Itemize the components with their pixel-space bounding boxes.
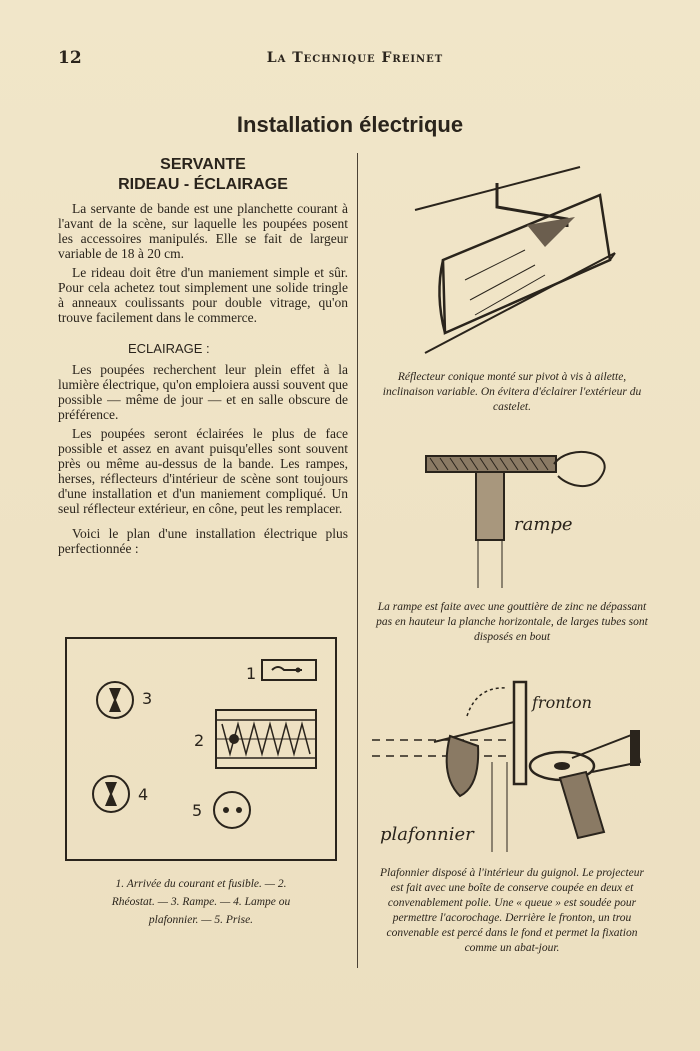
ramp-caption: La rampe est faite avec une gouttière de zinc ne dépassant pas en hauteur la planche horizontale, de larges tubes sont disposés en bout [376, 601, 648, 643]
plafonnier-figure [372, 672, 652, 852]
fronton-label: fronton [532, 693, 592, 712]
left-column [58, 155, 348, 556]
paragraph-eclairage-1: Les poupées recherchent leur plein effet à la lumière électrique, qu'on emploiera aussi souvent que possible — même de jour — et en salle obscure de préférence. [58, 362, 348, 422]
ramp-label: rampe [514, 514, 573, 535]
plan-label-5: 5 [192, 801, 203, 820]
page-number: 12 [58, 48, 82, 68]
plan-legend [66, 875, 336, 929]
ramp-post [476, 472, 504, 540]
installation-plan-figure [62, 632, 342, 864]
plafonnier-label: plafonnier [380, 824, 474, 845]
paragraph-servante: La servante de bande est une planchette courant à l'avant de la scène, sur laquelle les poupées posent les accessoires manipulés. Elle se fait de largeur variable de 18 à 20 cm. [58, 201, 348, 261]
fronton-board [514, 682, 526, 784]
reflector-caption: Réflecteur conique monté sur pivot à vis à ailette, inclinaison variable. On évitera d'éclairer l'extérieur du castelet. [382, 371, 642, 413]
column-divider [357, 153, 358, 968]
plan-label-3: 3 [142, 689, 153, 708]
ramp-figure [420, 448, 630, 588]
running-title: La Technique Freinet [266, 50, 444, 66]
plan-legend-line-2: Rhéostat. — 3. Rampe. — 4. Lampe ou [111, 896, 291, 908]
subheading-eclairage: ECLAIRAGE : [128, 341, 210, 356]
paragraph-rideau: Le rideau doit être d'un maniement simple et sûr. Pour cela achetez tout simplement une solide tringle à anneaux coulissants pour double vitrage, qu'on trouve facilement dans le commerce. [58, 265, 348, 325]
reflector-figure [405, 165, 635, 360]
plan-label-4: 4 [138, 785, 149, 804]
section-heading-2: RIDEAU - ÉCLAIRAGE [118, 176, 288, 193]
plafonnier-caption: Plafonnier disposé à l'intérieur du guignol. Le projecteur est fait avec une boîte de conserve coupée en deux et convenablement polie. Une « queue » est soudée pour permettre l'acorochage. Derrière le fronton, un trou convenable est percé dans le fond et permet la fixation comme un abat-jour. [380, 867, 644, 954]
ramp-board [426, 456, 556, 472]
plan-legend-line-1: 1. Arrivée du courant et fusible. — 2. [115, 878, 287, 890]
socket-symbol [214, 792, 250, 828]
paragraph-eclairage-2: Les poupées seront éclairées le plus de face possible et assez en avant puisqu'elles sont souvent près ou même au-dessus de la bande. Les rampes, herses, réflecteurs d'intérieur de scène sont toujours d'une installation et d'un maniement compliqué. Un seul réflecteur extérieur, en cône, peut les remplacer. [58, 426, 348, 516]
section-heading-1: SERVANTE [160, 156, 246, 173]
plan-label-2: 2 [194, 731, 205, 750]
article-title: Installation électrique [236, 112, 464, 137]
paragraph-plan-intro: Voici le plan d'une installation électrique plus perfectionnée : [58, 526, 348, 556]
plan-legend-line-3: plafonnier. — 5. Prise. [148, 914, 254, 926]
plan-label-1: 1 [246, 664, 257, 683]
